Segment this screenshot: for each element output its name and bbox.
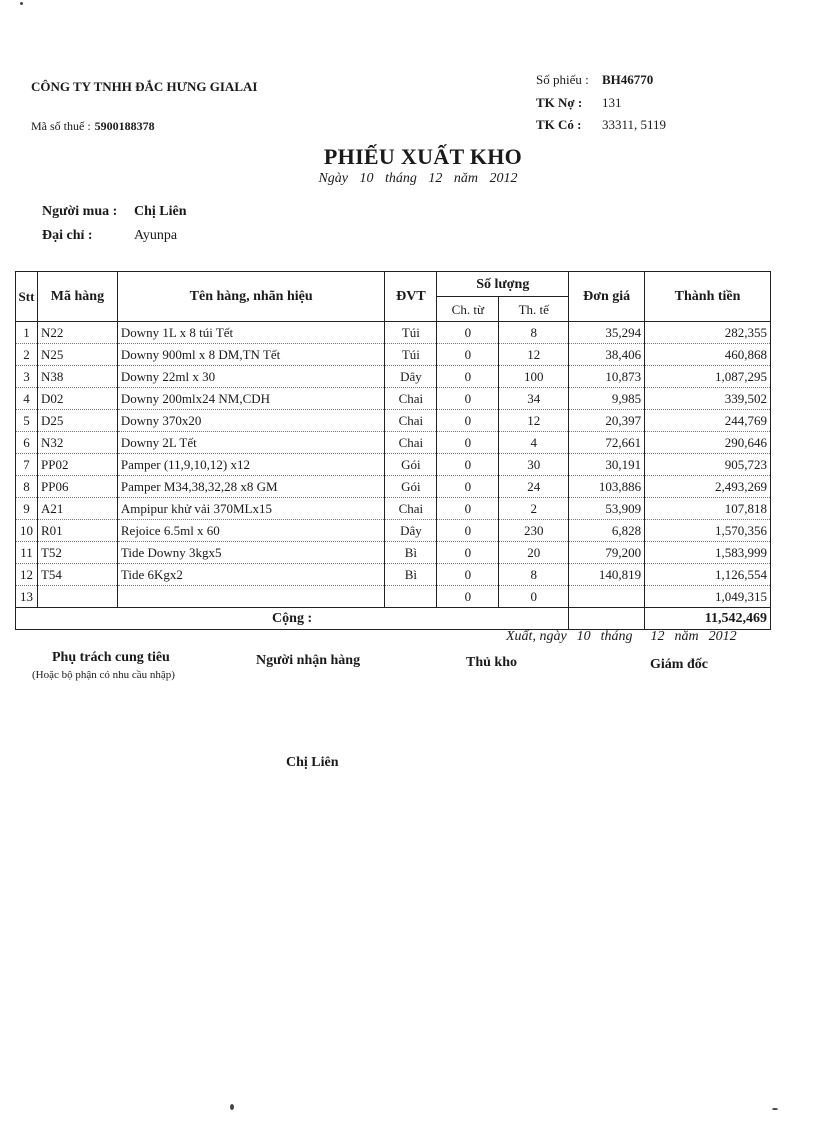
cell-amount: 290,646 <box>645 432 771 454</box>
cell-qty-actual: 230 <box>499 520 569 542</box>
table-row <box>16 542 771 564</box>
date-day-label: Ngày <box>318 171 349 186</box>
footer-year-label: năm <box>674 629 699 644</box>
document-title: PHIẾU XUẤT KHO <box>323 144 523 169</box>
cell-amount: 905,723 <box>645 454 771 476</box>
cell-qty-actual: 8 <box>499 322 569 344</box>
cell-code: D02 <box>37 388 117 410</box>
cell-price: 140,819 <box>569 564 645 586</box>
cell-amount: 107,818 <box>645 498 771 520</box>
cell-unit: Túi <box>385 322 437 344</box>
cell-amount: 460,868 <box>645 344 771 366</box>
address-value: Ayunpa <box>134 228 178 243</box>
scan-speck <box>20 2 23 5</box>
total-row <box>16 608 771 630</box>
signature-supply-note: (Hoặc bộ phận có nhu cầu nhập) <box>32 669 175 681</box>
cell-unit: Chai <box>385 388 437 410</box>
cell-price: 103,886 <box>569 476 645 498</box>
cell-amount: 339,502 <box>645 388 771 410</box>
debit-account-value: 131 <box>602 95 622 110</box>
cell-stt: 3 <box>16 366 38 388</box>
table-row <box>16 322 771 344</box>
cell-qty-document: 0 <box>437 432 499 454</box>
table-row <box>16 432 771 454</box>
footer-month-label: tháng <box>600 629 633 644</box>
header-stt: Stt <box>16 272 38 322</box>
cell-stt: 11 <box>16 542 38 564</box>
voucher-number-label: Số phiếu : <box>536 72 589 87</box>
cell-qty-actual: 20 <box>499 542 569 564</box>
cell-amount: 2,493,269 <box>645 476 771 498</box>
table-row <box>16 564 771 586</box>
cell-stt: 13 <box>16 586 38 608</box>
cell-stt: 8 <box>16 476 38 498</box>
cell-unit: Bì <box>385 564 437 586</box>
cell-name: Tide Downy 3kgx5 <box>117 542 385 564</box>
debit-account-line <box>536 95 622 111</box>
cell-code: N32 <box>37 432 117 454</box>
receiver-signed-name: Chị Liên <box>286 755 339 770</box>
scan-speck <box>772 1108 778 1110</box>
header-qty-actual: Th. tế <box>499 297 569 322</box>
table-row <box>16 388 771 410</box>
date-month-label: tháng <box>385 171 417 186</box>
date-year-label: năm <box>453 171 479 186</box>
cell-code: PP02 <box>37 454 117 476</box>
cell-qty-actual: 12 <box>499 410 569 432</box>
cell-name: Downy 370x20 <box>117 410 385 432</box>
signature-storekeeper-title: Thủ kho <box>466 655 517 670</box>
cell-name: Rejoice 6.5ml x 60 <box>117 520 385 542</box>
cell-code: D25 <box>37 410 117 432</box>
cell-price: 30,191 <box>569 454 645 476</box>
cell-qty-document: 0 <box>437 410 499 432</box>
cell-unit: Gói <box>385 454 437 476</box>
cell-code: N22 <box>37 322 117 344</box>
cell-unit: Bì <box>385 542 437 564</box>
table-row <box>16 366 771 388</box>
cell-stt: 2 <box>16 344 38 366</box>
company-name: CÔNG TY TNHH ĐẮC HƯNG GIALAI <box>31 79 258 94</box>
cell-price: 79,200 <box>569 542 645 564</box>
header-amount: Thành tiền <box>645 272 771 322</box>
table-row <box>16 586 771 608</box>
cell-unit: Gói <box>385 476 437 498</box>
signature-supply-title: Phụ trách cung tiêu <box>52 650 170 665</box>
cell-qty-actual: 34 <box>499 388 569 410</box>
cell-unit: Chai <box>385 410 437 432</box>
cell-qty-document: 0 <box>437 564 499 586</box>
cell-code: R01 <box>37 520 117 542</box>
header-qty-document: Ch. từ <box>437 297 499 322</box>
cell-stt: 9 <box>16 498 38 520</box>
cell-name: Pamper (11,9,10,12) x12 <box>117 454 385 476</box>
cell-unit <box>385 586 437 608</box>
cell-price: 72,661 <box>569 432 645 454</box>
table-header-row <box>16 272 771 297</box>
items-table <box>15 271 771 630</box>
cell-price <box>569 586 645 608</box>
cell-qty-document: 0 <box>437 344 499 366</box>
date-year: 2012 <box>489 171 518 186</box>
buyer-name: Chị Liên <box>134 204 187 219</box>
buyer-line <box>42 204 187 220</box>
cell-unit: Chai <box>385 498 437 520</box>
table-row <box>16 344 771 366</box>
cell-qty-actual: 2 <box>499 498 569 520</box>
cell-price: 53,909 <box>569 498 645 520</box>
total-value: 11,542,469 <box>645 608 771 630</box>
voucher-number-line <box>536 72 653 88</box>
cell-amount: 244,769 <box>645 410 771 432</box>
cell-qty-document: 0 <box>437 586 499 608</box>
cell-qty-document: 0 <box>437 520 499 542</box>
table-row <box>16 454 771 476</box>
debit-account-label: TK Nợ : <box>536 95 583 110</box>
cell-code <box>37 586 117 608</box>
cell-qty-document: 0 <box>437 476 499 498</box>
cell-price: 35,294 <box>569 322 645 344</box>
cell-code: T52 <box>37 542 117 564</box>
cell-name: Downy 1L x 8 túi Tết <box>117 322 385 344</box>
credit-account-line <box>536 117 666 133</box>
table-row <box>16 410 771 432</box>
cell-code: PP06 <box>37 476 117 498</box>
total-spacer <box>569 608 645 630</box>
cell-name: Downy 22ml x 30 <box>117 366 385 388</box>
address-label: Đại chỉ : <box>42 228 93 243</box>
cell-amount: 1,126,554 <box>645 564 771 586</box>
cell-name <box>117 586 385 608</box>
cell-name: Downy 900ml x 8 DM,TN Tết <box>117 344 385 366</box>
table-row <box>16 476 771 498</box>
cell-qty-document: 0 <box>437 366 499 388</box>
cell-name: Pamper M34,38,32,28 x8 GM <box>117 476 385 498</box>
header-name: Tên hàng, nhãn hiệu <box>117 272 385 322</box>
cell-stt: 7 <box>16 454 38 476</box>
cell-qty-actual: 12 <box>499 344 569 366</box>
cell-code: N38 <box>37 366 117 388</box>
cell-amount: 282,355 <box>645 322 771 344</box>
total-label: Cộng : <box>16 608 569 630</box>
footer-date-prefix: Xuất, ngày <box>506 629 567 644</box>
cell-code: N25 <box>37 344 117 366</box>
cell-unit: Túi <box>385 344 437 366</box>
table-row <box>16 520 771 542</box>
cell-stt: 4 <box>16 388 38 410</box>
cell-code: A21 <box>37 498 117 520</box>
cell-stt: 10 <box>16 520 38 542</box>
cell-qty-document: 0 <box>437 322 499 344</box>
cell-amount: 1,049,315 <box>645 586 771 608</box>
cell-qty-actual: 8 <box>499 564 569 586</box>
cell-stt: 1 <box>16 322 38 344</box>
cell-name: Downy 200mlx24 NM,CDH <box>117 388 385 410</box>
cell-qty-document: 0 <box>437 542 499 564</box>
tax-code-value: 5900188378 <box>94 119 155 133</box>
cell-code: T54 <box>37 564 117 586</box>
cell-name: Downy 2L Tết <box>117 432 385 454</box>
credit-account-value: 33311, 5119 <box>602 117 667 132</box>
scan-speck <box>230 1104 234 1110</box>
cell-amount: 1,583,999 <box>645 542 771 564</box>
cell-unit: Chai <box>385 432 437 454</box>
tax-code-line <box>31 119 155 134</box>
footer-month: 12 <box>650 629 665 644</box>
cell-qty-actual: 24 <box>499 476 569 498</box>
header-quantity: Số lượng <box>437 272 569 297</box>
buyer-label: Người mua : <box>42 204 118 219</box>
cell-qty-document: 0 <box>437 498 499 520</box>
date-day: 10 <box>359 171 374 186</box>
cell-qty-actual: 0 <box>499 586 569 608</box>
cell-stt: 12 <box>16 564 38 586</box>
header-unit: ĐVT <box>385 272 437 322</box>
cell-name: Tide 6Kgx2 <box>117 564 385 586</box>
cell-qty-document: 0 <box>437 388 499 410</box>
cell-qty-actual: 30 <box>499 454 569 476</box>
address-line <box>42 228 177 244</box>
footer-date <box>506 629 747 645</box>
date-month: 12 <box>428 171 443 186</box>
credit-account-label: TK Có : <box>536 117 582 132</box>
header-price: Đơn giá <box>569 272 645 322</box>
header-code: Mã hàng <box>37 272 117 322</box>
cell-price: 6,828 <box>569 520 645 542</box>
cell-stt: 6 <box>16 432 38 454</box>
cell-amount: 1,087,295 <box>645 366 771 388</box>
footer-day: 10 <box>576 629 591 644</box>
cell-qty-actual: 4 <box>499 432 569 454</box>
cell-name: Ampipur khử vải 370MLx15 <box>117 498 385 520</box>
tax-code-label: Mã số thuế : <box>31 119 91 133</box>
document-date <box>0 171 816 187</box>
footer-year: 2012 <box>708 629 737 644</box>
table-body <box>16 322 771 608</box>
cell-price: 10,873 <box>569 366 645 388</box>
cell-price: 9,985 <box>569 388 645 410</box>
voucher-number-value: BH46770 <box>602 72 654 87</box>
cell-amount: 1,570,356 <box>645 520 771 542</box>
cell-qty-actual: 100 <box>499 366 569 388</box>
cell-qty-document: 0 <box>437 454 499 476</box>
signature-director-title: Giám đốc <box>650 657 708 672</box>
cell-stt: 5 <box>16 410 38 432</box>
cell-price: 38,406 <box>569 344 645 366</box>
cell-unit: Dây <box>385 520 437 542</box>
table-row <box>16 498 771 520</box>
cell-price: 20,397 <box>569 410 645 432</box>
signature-receiver-title: Người nhận hàng <box>256 653 361 668</box>
cell-unit: Dây <box>385 366 437 388</box>
